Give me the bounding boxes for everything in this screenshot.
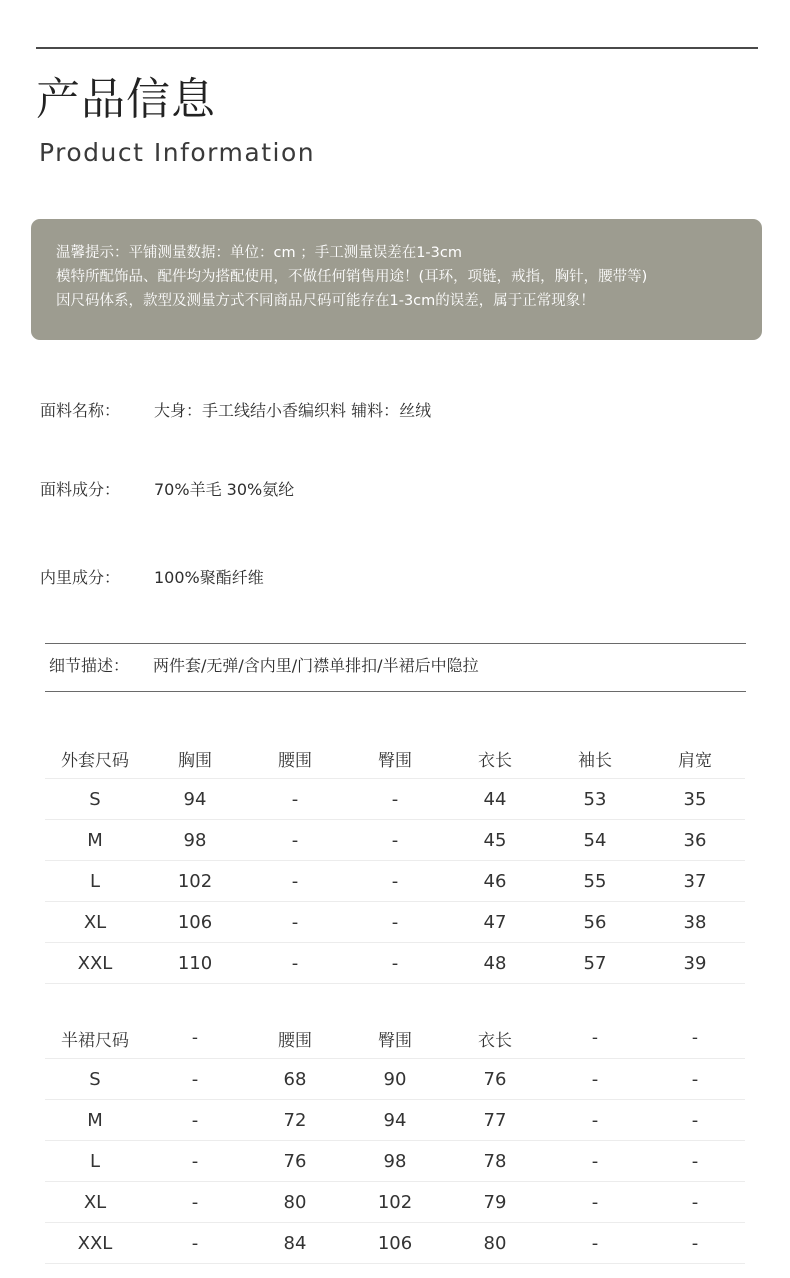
table-cell: - (545, 1182, 645, 1223)
table-cell: 77 (445, 1100, 545, 1141)
table-cell: 56 (545, 902, 645, 943)
header-cell: 腰围 (245, 738, 345, 779)
table-cell: - (345, 779, 445, 820)
header-cell: 胸围 (145, 738, 245, 779)
table-cell: 98 (145, 820, 245, 861)
spec-label: 面料成分： (40, 480, 121, 499)
table-cell: 79 (445, 1182, 545, 1223)
table-cell: 110 (145, 943, 245, 984)
table-cell: 55 (545, 861, 645, 902)
header-cell: 臀围 (345, 738, 445, 779)
table-cell: 94 (345, 1100, 445, 1141)
table-cell: - (545, 1141, 645, 1182)
page-title: 产品信息 (36, 74, 216, 125)
table-cell: L (45, 1141, 145, 1182)
table-cell: 37 (645, 861, 745, 902)
table-cell: 72 (245, 1100, 345, 1141)
table-cell: 76 (445, 1059, 545, 1100)
table-cell: - (245, 820, 345, 861)
table-cell: 94 (145, 779, 245, 820)
table-cell: 46 (445, 861, 545, 902)
table-cell: 53 (545, 779, 645, 820)
table-cell: 47 (445, 902, 545, 943)
table-cell: - (245, 943, 345, 984)
table-cell: M (45, 820, 145, 861)
spec-value: 70%羊毛 30%氨纶 (154, 480, 295, 499)
table-cell: - (245, 779, 345, 820)
table-cell: 68 (245, 1059, 345, 1100)
table-row (45, 861, 745, 902)
spec-label: 细节描述： (49, 656, 130, 675)
header-cell: 袖长 (545, 738, 645, 779)
table-cell: - (645, 1182, 745, 1223)
table-cell: - (145, 1223, 245, 1264)
header-cell: 腰围 (245, 1018, 345, 1059)
detail-divider-top (45, 643, 746, 644)
notice-line: 温馨提示：平铺测量数据：单位：cm ；手工测量误差在1-3cm (56, 245, 462, 261)
table-cell: 39 (645, 943, 745, 984)
table-cell: S (45, 1059, 145, 1100)
header-cell: - (645, 1018, 745, 1059)
table-cell: XXL (45, 943, 145, 984)
table-cell: 80 (445, 1223, 545, 1264)
jacket-size-table (45, 738, 745, 984)
table-cell: - (145, 1059, 245, 1100)
table-cell: - (645, 1141, 745, 1182)
header-cell: 半裙尺码 (45, 1018, 145, 1059)
table-cell: 90 (345, 1059, 445, 1100)
spec-value: 大身：手工线结小香编织料 辅料：丝绒 (154, 401, 432, 420)
table-cell: 48 (445, 943, 545, 984)
skirt-size-table (45, 1018, 745, 1264)
table-row (45, 1141, 745, 1182)
header-cell: 衣长 (445, 738, 545, 779)
table-cell: - (345, 861, 445, 902)
table-cell: 84 (245, 1223, 345, 1264)
table-cell: 45 (445, 820, 545, 861)
table-cell: XL (45, 902, 145, 943)
header-cell: 外套尺码 (45, 738, 145, 779)
table-cell: - (145, 1100, 245, 1141)
top-divider (36, 47, 758, 49)
table-cell: 98 (345, 1141, 445, 1182)
table-cell: - (345, 820, 445, 861)
table-cell: - (545, 1059, 645, 1100)
table-row (45, 1059, 745, 1100)
spec-lining-composition (40, 566, 264, 590)
table-cell: 57 (545, 943, 645, 984)
table-cell: 78 (445, 1141, 545, 1182)
spec-value: 100%聚酯纤维 (154, 568, 264, 587)
table-cell: 80 (245, 1182, 345, 1223)
spec-fabric-name (40, 399, 431, 423)
spec-fabric-composition (40, 478, 294, 502)
table-cell: - (645, 1100, 745, 1141)
table-cell: XXL (45, 1223, 145, 1264)
table-cell: 102 (145, 861, 245, 902)
spec-label: 面料名称： (40, 401, 121, 420)
header-cell: 衣长 (445, 1018, 545, 1059)
table-cell: - (345, 943, 445, 984)
table-row (45, 902, 745, 943)
table-cell: XL (45, 1182, 145, 1223)
page-subtitle: Product Information (39, 138, 316, 167)
header-cell: - (145, 1018, 245, 1059)
table-cell: 102 (345, 1182, 445, 1223)
table-cell: 106 (145, 902, 245, 943)
table-cell: M (45, 1100, 145, 1141)
table-row (45, 779, 745, 820)
table-header-row (45, 1018, 745, 1059)
detail-divider-bottom (45, 691, 746, 692)
table-cell: - (645, 1059, 745, 1100)
table-cell: S (45, 779, 145, 820)
spec-label: 内里成分： (40, 568, 121, 587)
table-header-row (45, 738, 745, 779)
notice-box (31, 219, 762, 340)
table-cell: 106 (345, 1223, 445, 1264)
spec-value: 两件套/无弹/含内里/门襟单排扣/半裙后中隐拉 (153, 656, 479, 675)
header-cell: 肩宽 (645, 738, 745, 779)
table-row (45, 1223, 745, 1264)
table-cell: 44 (445, 779, 545, 820)
table-cell: L (45, 861, 145, 902)
table-row (45, 1100, 745, 1141)
table-cell: - (645, 1223, 745, 1264)
table-cell: 38 (645, 902, 745, 943)
table-cell: - (545, 1100, 645, 1141)
notice-line: 模特所配饰品、配件均为搭配使用，不做任何销售用途！(耳环，项链，戒指，胸针，腰带等) (56, 269, 648, 285)
table-cell: 76 (245, 1141, 345, 1182)
spec-details (49, 654, 479, 678)
header-cell: 臀围 (345, 1018, 445, 1059)
table-cell: - (545, 1223, 645, 1264)
header-cell: - (545, 1018, 645, 1059)
notice-line: 因尺码体系，款型及测量方式不同商品尺码可能存在1-3cm的误差，属于正常现象！ (56, 293, 595, 309)
table-cell: - (145, 1182, 245, 1223)
table-cell: - (245, 861, 345, 902)
table-row (45, 943, 745, 984)
table-row (45, 820, 745, 861)
table-cell: - (245, 902, 345, 943)
table-cell: 35 (645, 779, 745, 820)
table-cell: - (345, 902, 445, 943)
table-cell: - (145, 1141, 245, 1182)
table-row (45, 1182, 745, 1223)
table-cell: 54 (545, 820, 645, 861)
table-cell: 36 (645, 820, 745, 861)
